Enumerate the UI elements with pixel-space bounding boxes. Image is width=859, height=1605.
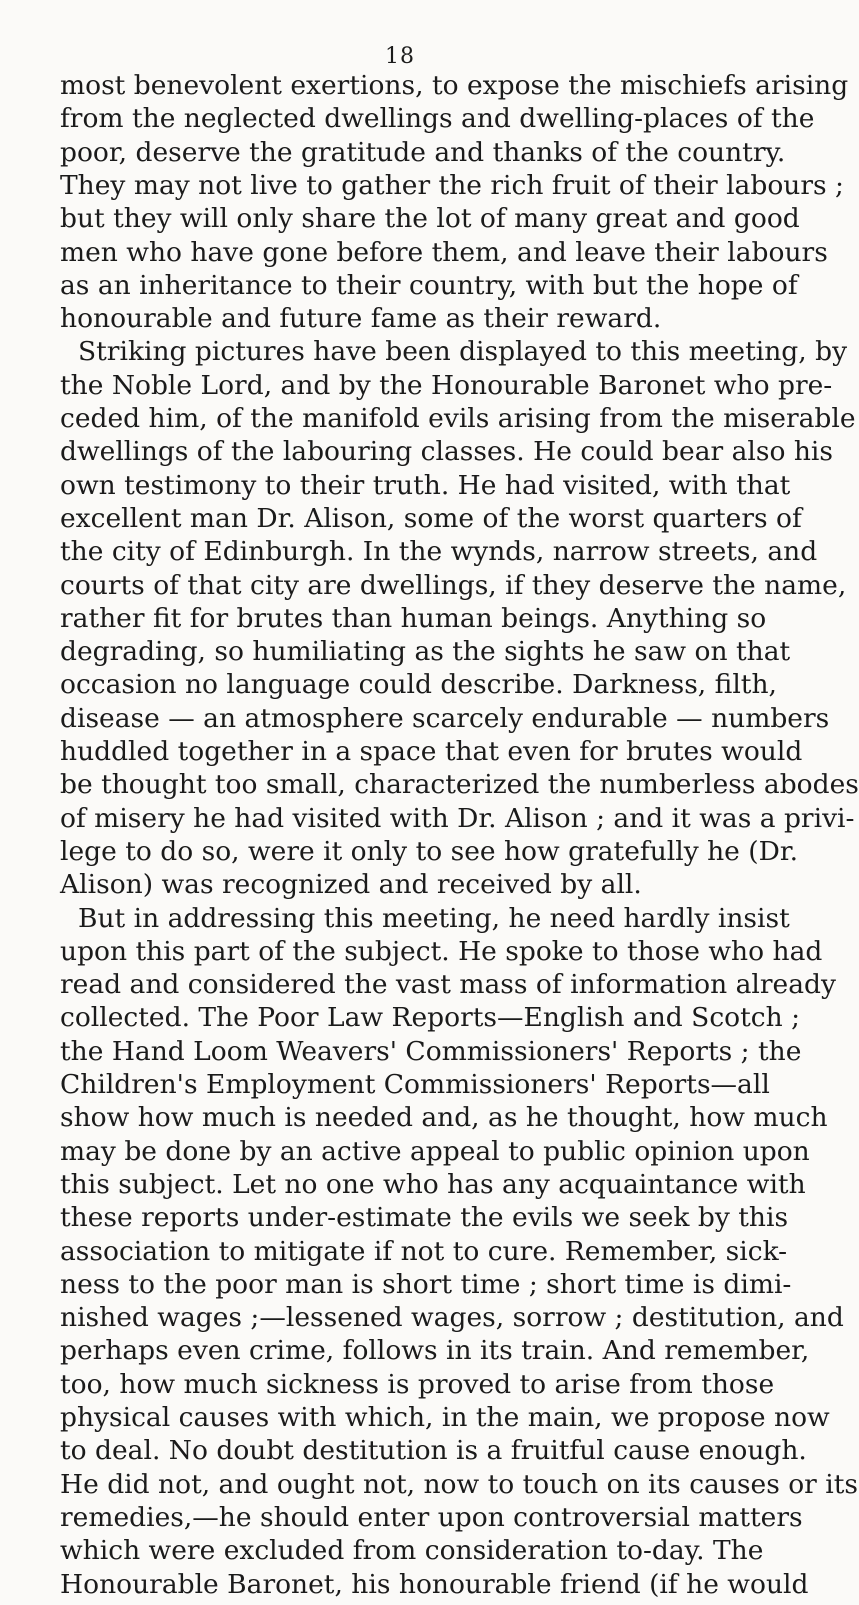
text-line: lege to do so, were it only to see how gratefully he (Dr. [60, 835, 799, 867]
text-line: collected. The Poor Law Reports—English and Scotch ; [60, 1002, 801, 1034]
text-line: Alison) was recognized and received by all. [60, 869, 642, 901]
text-line: own testimony to their truth. He had visited, with that [60, 469, 791, 501]
text-line: nished wages ;—lessened wages, sorrow ; destitution, and [60, 1302, 844, 1334]
text-line: courts of that city are dwellings, if they deserve the name, [60, 569, 847, 601]
text-line: as an inheritance to their country, with but the hope of [60, 269, 798, 301]
text-line: ceded him, of the manifold evils arising from the miserable [60, 403, 856, 434]
text-line: upon this part of the subject. He spoke to those who had [60, 935, 823, 967]
text-line: But in addressing this meeting, he need hardly insist [78, 902, 790, 934]
text-line: Striking pictures have been displayed to this meeting, by [78, 336, 848, 368]
text-line: degrading, so humiliating as the sights he saw on that [60, 636, 791, 668]
text-line: show how much is needed and, as he thought, how much [60, 1102, 828, 1134]
text-line: disease — an atmosphere scarcely endurable — numbers [60, 702, 830, 734]
text-line: these reports under-estimate the evils we seek by this [60, 1202, 789, 1234]
text-line: Honourable Baronet, his honourable friend (if he would [60, 1568, 809, 1600]
text-line: dwellings of the labouring classes. He could bear also his [60, 436, 833, 468]
text-line: They may not live to gather the rich fruit of their labours ; [60, 169, 844, 201]
text-line: association to mitigate if not to cure. Remember, sick- [60, 1235, 788, 1267]
text-line: men who have gone before them, and leave their labours [60, 236, 828, 268]
text-line: of misery he had visited with Dr. Alison ; and it was a privi- [60, 802, 855, 834]
text-line: excellent man Dr. Alison, some of the worst quarters of [60, 502, 802, 534]
text-line: most benevolent exertions, to expose the mischiefs arising [60, 70, 849, 101]
text-line: perhaps even crime, follows in its train. And remember, [60, 1335, 810, 1367]
text-line: ness to the poor man is short time ; short time is dimi- [60, 1268, 792, 1300]
text-line: honourable and future fame as their reward. [60, 303, 662, 335]
text-line: He did not, and ought not, now to touch on its causes or its [60, 1468, 858, 1500]
text-line: poor, deserve the gratitude and thanks of the country. [60, 136, 786, 168]
text-line: rather fit for brutes than human beings. Anything so [60, 602, 767, 634]
text-line: which were excluded from consideration to-day. The [60, 1535, 764, 1567]
text-line: from the neglected dwellings and dwelling-places of the [60, 103, 815, 135]
page-number: 18 [385, 44, 415, 69]
text-line: too, how much sickness is proved to arise from those [60, 1368, 775, 1400]
text-line: huddled together in a space that even for brutes would [60, 736, 803, 767]
text-line: physical causes with which, in the main, we propose now [60, 1402, 830, 1433]
text-line: the Hand Loom Weavers' Commissioners' Reports ; the [60, 1035, 802, 1067]
text-line: remedies,—he should enter upon controversial matters [60, 1501, 803, 1533]
text-line: the Noble Lord, and by the Honourable Baronet who pre- [60, 369, 833, 401]
text-line: Children's Employment Commissioners' Reports—all [60, 1069, 770, 1100]
text-line: to deal. No doubt destitution is a fruitful cause enough. [60, 1435, 807, 1467]
text-line: this subject. Let no one who has any acquaintance with [60, 1168, 806, 1200]
text-line: be thought too small, characterized the numberless abodes [60, 769, 859, 801]
text-line: the city of Edinburgh. In the wynds, narrow streets, and [60, 536, 818, 568]
text-line: may be done by an active appeal to public opinion upon [60, 1135, 810, 1167]
text-line: but they will only share the lot of many great and good [60, 203, 800, 235]
text-line: occasion no language could describe. Darkness, filth, [60, 669, 777, 701]
text-line: read and considered the vast mass of information already [60, 969, 836, 1001]
